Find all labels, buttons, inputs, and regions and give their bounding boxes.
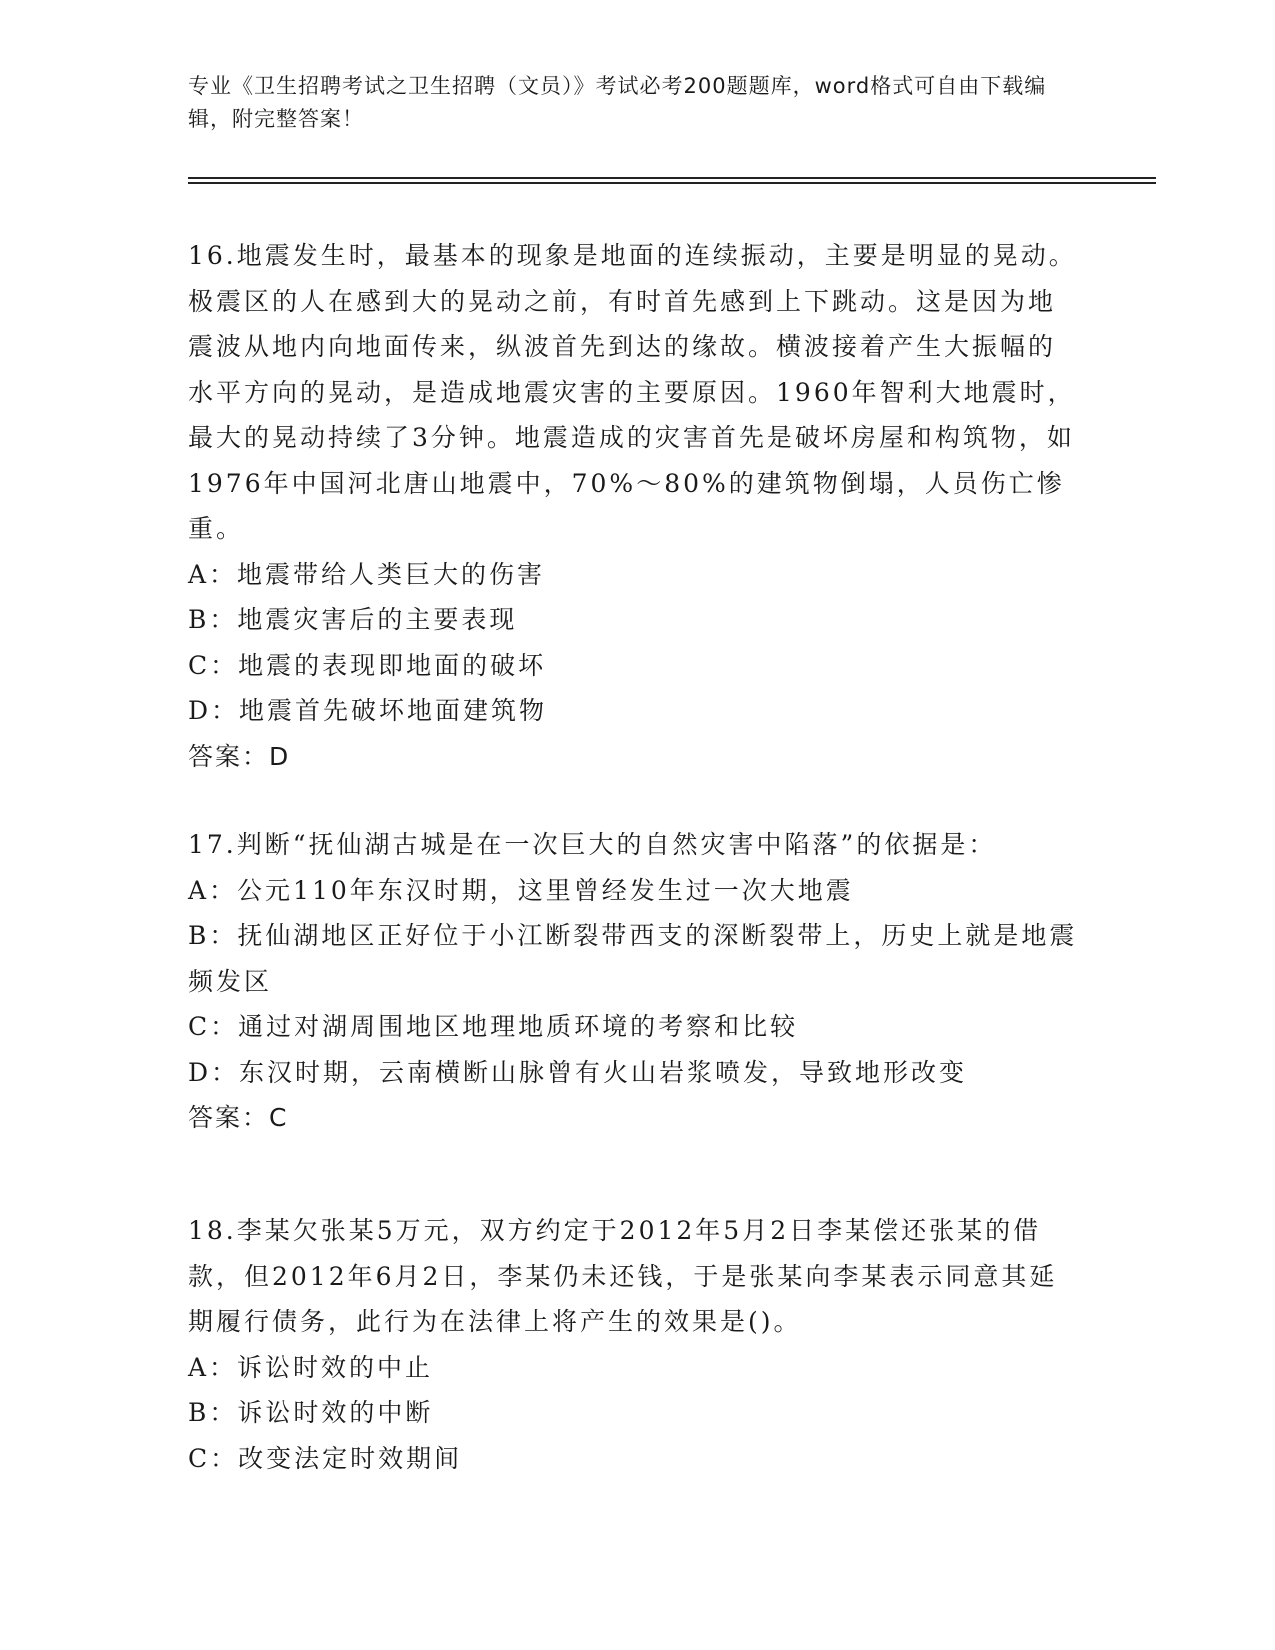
option-a: A：诉讼时效的中止: [188, 1352, 434, 1382]
header-divider-top: [188, 177, 1156, 179]
option-a: A：地震带给人类巨大的伤害: [188, 559, 546, 589]
option-b: B：诉讼时效的中断: [188, 1398, 434, 1427]
question-16: [188, 233, 1078, 779]
option-b: B：地震灾害后的主要表现: [188, 605, 518, 634]
answer: 答案：D: [188, 741, 291, 771]
option-d: D：地震首先破坏地面建筑物: [188, 696, 548, 725]
answer: 答案：C: [188, 1103, 289, 1132]
question-18: [188, 1208, 1078, 1481]
option-c: C：通过对湖周围地区地理地质环境的考察和比较: [188, 1012, 799, 1041]
question-stem: 18.李某欠张某5万元，双方约定于2012年5月2日李某偿还张某的借款，但2012年6月2日，李某仍未还钱，于是张某向李某表示同意其延期履行债务，此行为在法律上将产生的效果是()。: [188, 1216, 1058, 1336]
header-title: 专业《卫生招聘考试之卫生招聘（文员）》考试必考200题题库，word格式可自由下载编辑，附完整答案！: [188, 74, 1047, 131]
option-b: B：抚仙湖地区正好位于小江断裂带西支的深断裂带上，历史上就是地震频发区: [188, 921, 1078, 996]
option-c: C：改变法定时效期间: [188, 1443, 463, 1473]
document-header: [188, 70, 1088, 136]
option-d: D：东汉时期，云南横断山脉曾有火山岩浆喷发，导致地形改变: [188, 1057, 968, 1087]
question-stem: 16.地震发生时，最基本的现象是地面的连续振动，主要是明显的晃动。极震区的人在感到大的晃动之前，有时首先感到上下跳动。这是因为地震波从地内向地面传来，纵波首先到达的缘故。横波接着产生大振幅的水平方向的晃动，是造成地震灾害的主要原因。1960年智利大地震时，最大的晃动持续了3分钟。地震造成的灾害首先是破坏房屋和构筑物，如1976年中国河北唐山地震中，70%～80%的建筑物倒塌，人员伤亡惨重。: [188, 241, 1077, 543]
question-stem: 17.判断“抚仙湖古城是在一次巨大的自然灾害中陷落”的依据是：: [188, 830, 997, 859]
header-divider-bottom: [188, 182, 1156, 184]
option-c: C：地震的表现即地面的破坏: [188, 650, 547, 680]
question-17: [188, 822, 1078, 1141]
option-a: A：公元110年东汉时期，这里曾经发生过一次大地震: [188, 875, 854, 905]
